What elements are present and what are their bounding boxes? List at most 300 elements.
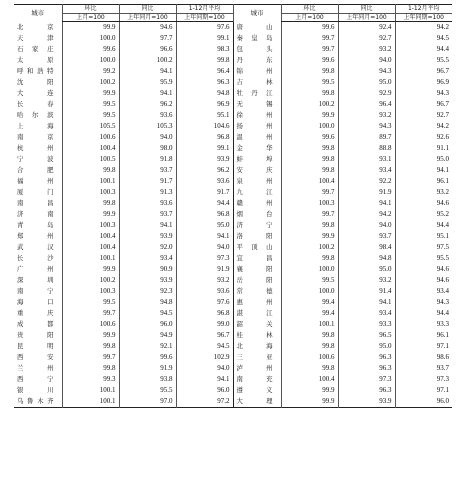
- right-mom-value: 100.2: [281, 99, 338, 110]
- right-city-name: 唐山: [233, 22, 281, 34]
- left-yoy-value: 95.9: [119, 77, 176, 88]
- right-avg-value: 96.1: [395, 176, 452, 187]
- left-yoy-value: 94.9: [119, 330, 176, 341]
- left-avg-value: 96.7: [176, 330, 233, 341]
- right-mom-value: 99.9: [281, 110, 338, 121]
- left-avg-value: 94.4: [176, 198, 233, 209]
- right-mom-value: 99.9: [281, 231, 338, 242]
- left-yoy-value: 96.6: [119, 44, 176, 55]
- right-avg-value: 96.1: [395, 330, 452, 341]
- left-mom-value: 99.3: [62, 374, 119, 385]
- header-base-avg-left: 上年同期=100: [176, 13, 233, 22]
- right-mom-value: 100.4: [281, 374, 338, 385]
- left-mom-value: 99.5: [62, 99, 119, 110]
- left-mom-value: 99.8: [62, 341, 119, 352]
- left-mom-value: 99.5: [62, 110, 119, 121]
- left-city-name: 成都: [17, 320, 54, 328]
- table-row: [14, 308, 452, 319]
- right-avg-value: 94.4: [395, 308, 452, 319]
- right-city-name: 北海: [233, 341, 281, 352]
- left-avg-value: 96.8: [176, 308, 233, 319]
- left-city-name: 青岛: [17, 221, 54, 229]
- right-yoy-value: 93.3: [338, 319, 395, 330]
- left-avg-value: 97.2: [176, 396, 233, 408]
- right-mom-value: 99.8: [281, 88, 338, 99]
- left-mom-value: 99.9: [62, 88, 119, 99]
- right-city-name: 牡丹江: [233, 88, 281, 99]
- header-yoy-right: 同比: [338, 5, 395, 14]
- right-avg-value: 97.3: [395, 374, 452, 385]
- table-row: [14, 99, 452, 110]
- table-row: [14, 363, 452, 374]
- left-city-name: 广州: [17, 265, 54, 273]
- left-yoy-value: 92.0: [119, 242, 176, 253]
- right-mom-value: 99.5: [281, 77, 338, 88]
- left-mom-value: 100.2: [62, 77, 119, 88]
- right-avg-value: 96.9: [395, 77, 452, 88]
- header-base-yoy-right: 上年同月=100: [338, 13, 395, 22]
- left-yoy-value: 93.7: [119, 209, 176, 220]
- left-yoy-value: 98.0: [119, 143, 176, 154]
- left-avg-value: 93.9: [176, 154, 233, 165]
- price-index-table: [14, 4, 452, 408]
- left-mom-value: 99.6: [62, 44, 119, 55]
- left-city-name: 大连: [17, 89, 54, 97]
- right-avg-value: 92.7: [395, 110, 452, 121]
- right-city-name: 平顶山: [233, 242, 281, 253]
- left-avg-value: 96.8: [176, 132, 233, 143]
- left-mom-value: 100.1: [62, 176, 119, 187]
- right-yoy-value: 92.9: [338, 88, 395, 99]
- left-avg-value: 93.6: [176, 286, 233, 297]
- left-mom-value: 100.1: [62, 396, 119, 408]
- left-city-name: 太原: [17, 56, 54, 64]
- left-avg-value: 96.9: [176, 99, 233, 110]
- left-yoy-value: 93.7: [119, 165, 176, 176]
- left-mom-value: 99.7: [62, 308, 119, 319]
- right-mom-value: 99.9: [281, 385, 338, 396]
- right-mom-value: 99.6: [281, 22, 338, 34]
- left-yoy-value: 94.6: [119, 22, 176, 34]
- right-avg-value: 95.1: [395, 231, 452, 242]
- left-yoy-value: 93.6: [119, 110, 176, 121]
- left-avg-value: 94.8: [176, 88, 233, 99]
- right-mom-value: 99.9: [281, 396, 338, 408]
- right-avg-value: 94.6: [395, 264, 452, 275]
- left-avg-value: 95.1: [176, 110, 233, 121]
- right-avg-value: 92.6: [395, 132, 452, 143]
- table-row: [14, 209, 452, 220]
- table-row: [14, 88, 452, 99]
- right-avg-value: 91.1: [395, 143, 452, 154]
- right-yoy-value: 93.2: [338, 275, 395, 286]
- left-yoy-value: 99.6: [119, 352, 176, 363]
- right-yoy-value: 93.9: [338, 396, 395, 408]
- left-mom-value: 100.1: [62, 385, 119, 396]
- left-city-name: 合肥: [17, 166, 54, 174]
- left-yoy-value: 90.9: [119, 264, 176, 275]
- table-row: [14, 132, 452, 143]
- left-mom-value: 100.3: [62, 220, 119, 231]
- right-city-name: 惠州: [233, 297, 281, 308]
- price-index-table-document: [14, 4, 449, 408]
- left-mom-value: 99.9: [62, 330, 119, 341]
- left-yoy-value: 93.4: [119, 253, 176, 264]
- right-avg-value: 98.6: [395, 352, 452, 363]
- header-avg-left: 1-12月平均: [176, 5, 233, 14]
- right-avg-value: 96.0: [395, 396, 452, 408]
- left-avg-value: 91.7: [176, 187, 233, 198]
- left-yoy-value: 96.2: [119, 99, 176, 110]
- right-yoy-value: 93.2: [338, 110, 395, 121]
- left-yoy-value: 93.9: [119, 231, 176, 242]
- left-city-name: 武汉: [17, 243, 54, 251]
- left-city-name: 长春: [17, 100, 54, 108]
- left-avg-value: 91.9: [176, 264, 233, 275]
- left-yoy-value: 100.2: [119, 55, 176, 66]
- left-mom-value: 100.2: [62, 275, 119, 286]
- left-avg-value: 96.3: [176, 77, 233, 88]
- left-yoy-value: 94.5: [119, 308, 176, 319]
- right-mom-value: 99.6: [281, 132, 338, 143]
- left-yoy-value: 97.0: [119, 396, 176, 408]
- left-city-name: 南京: [17, 133, 54, 141]
- left-yoy-value: 96.0: [119, 319, 176, 330]
- left-yoy-value: 105.3: [119, 121, 176, 132]
- table-row: [14, 121, 452, 132]
- right-yoy-value: 89.7: [338, 132, 395, 143]
- left-yoy-value: 92.3: [119, 286, 176, 297]
- left-city-name: 深圳: [17, 276, 54, 284]
- left-city-name: 昆明: [17, 342, 54, 350]
- left-mom-value: 99.9: [62, 209, 119, 220]
- right-city-name: 安庆: [233, 165, 281, 176]
- right-avg-value: 94.6: [395, 275, 452, 286]
- left-city-name: 兰州: [17, 364, 54, 372]
- right-mom-value: 99.8: [281, 330, 338, 341]
- left-mom-value: 99.8: [62, 198, 119, 209]
- right-mom-value: 100.0: [281, 264, 338, 275]
- right-avg-value: 93.2: [395, 187, 452, 198]
- right-city-name: 温州: [233, 132, 281, 143]
- right-avg-value: 96.7: [395, 66, 452, 77]
- table-row: [14, 253, 452, 264]
- right-avg-value: 97.1: [395, 341, 452, 352]
- right-yoy-value: 93.4: [338, 165, 395, 176]
- table-row: [14, 66, 452, 77]
- right-avg-value: 95.5: [395, 253, 452, 264]
- left-avg-value: 96.0: [176, 385, 233, 396]
- left-mom-value: 99.2: [62, 66, 119, 77]
- left-yoy-value: 91.8: [119, 154, 176, 165]
- right-city-name: 无锡: [233, 99, 281, 110]
- left-avg-value: 94.0: [176, 242, 233, 253]
- right-city-name: 吉林: [233, 77, 281, 88]
- table-row: [14, 77, 452, 88]
- left-city-name: 乌鲁木齐: [17, 397, 54, 405]
- table-row: [14, 187, 452, 198]
- table-row: [14, 385, 452, 396]
- right-yoy-value: 92.2: [338, 176, 395, 187]
- left-mom-value: 100.0: [62, 33, 119, 44]
- left-city-name: 济南: [17, 210, 54, 218]
- table-row: [14, 275, 452, 286]
- left-avg-value: 104.6: [176, 121, 233, 132]
- right-yoy-value: 91.4: [338, 286, 395, 297]
- left-mom-value: 99.5: [62, 297, 119, 308]
- table-row: [14, 330, 452, 341]
- right-yoy-value: 96.3: [338, 352, 395, 363]
- right-yoy-value: 96.3: [338, 385, 395, 396]
- left-city-name: 沈阳: [17, 78, 54, 86]
- right-yoy-value: 88.8: [338, 143, 395, 154]
- right-city-name: 岳阳: [233, 275, 281, 286]
- header-base-mom-right: 上月=100: [281, 13, 338, 22]
- right-avg-value: 95.2: [395, 209, 452, 220]
- right-mom-value: 99.6: [281, 55, 338, 66]
- header-mom-right: 环比: [281, 5, 338, 14]
- right-city-name: 三亚: [233, 352, 281, 363]
- left-avg-value: 94.1: [176, 374, 233, 385]
- table-body: [14, 22, 452, 408]
- right-yoy-value: 94.3: [338, 66, 395, 77]
- right-yoy-value: 96.3: [338, 363, 395, 374]
- right-yoy-value: 93.4: [338, 308, 395, 319]
- table-row: [14, 55, 452, 66]
- right-mom-value: 99.8: [281, 154, 338, 165]
- right-avg-value: 93.7: [395, 363, 452, 374]
- left-city-name: 海口: [17, 298, 54, 306]
- right-yoy-value: 96.4: [338, 99, 395, 110]
- left-city-name: 杭州: [17, 144, 54, 152]
- left-city-name: 重庆: [17, 309, 54, 317]
- table-row: [14, 352, 452, 363]
- left-mom-value: 100.6: [62, 132, 119, 143]
- left-mom-value: 105.5: [62, 121, 119, 132]
- right-avg-value: 94.6: [395, 198, 452, 209]
- right-city-name: 金华: [233, 143, 281, 154]
- left-avg-value: 99.8: [176, 55, 233, 66]
- left-city-name: 西宁: [17, 375, 54, 383]
- right-yoy-value: 94.8: [338, 253, 395, 264]
- right-yoy-value: 95.0: [338, 264, 395, 275]
- header-city-right: 城市: [233, 5, 281, 22]
- header-avg-right: 1-12月平均: [395, 5, 452, 14]
- left-avg-value: 96.2: [176, 165, 233, 176]
- right-avg-value: 97.5: [395, 242, 452, 253]
- left-yoy-value: 94.1: [119, 220, 176, 231]
- left-city-name: 福州: [17, 177, 54, 185]
- table-row: [14, 319, 452, 330]
- header-row-top: [14, 5, 452, 14]
- left-yoy-value: 91.3: [119, 187, 176, 198]
- right-mom-value: 100.0: [281, 121, 338, 132]
- right-yoy-value: 93.2: [338, 44, 395, 55]
- table-row: [14, 374, 452, 385]
- left-mom-value: 100.5: [62, 154, 119, 165]
- right-mom-value: 100.0: [281, 286, 338, 297]
- left-city-name: 厦门: [17, 188, 54, 196]
- table-row: [14, 297, 452, 308]
- right-city-name: 宜昌: [233, 253, 281, 264]
- left-avg-value: 96.4: [176, 66, 233, 77]
- right-avg-value: 96.7: [395, 99, 452, 110]
- right-avg-value: 95.5: [395, 55, 452, 66]
- right-mom-value: 99.4: [281, 297, 338, 308]
- left-mom-value: 99.7: [62, 352, 119, 363]
- left-city-name: 南宁: [17, 287, 54, 295]
- left-avg-value: 93.6: [176, 176, 233, 187]
- right-yoy-value: 94.1: [338, 198, 395, 209]
- right-mom-value: 99.8: [281, 165, 338, 176]
- left-city-name: 长沙: [17, 254, 54, 262]
- right-avg-value: 94.5: [395, 33, 452, 44]
- left-avg-value: 98.3: [176, 44, 233, 55]
- right-avg-value: 95.0: [395, 154, 452, 165]
- right-city-name: 洛阳: [233, 231, 281, 242]
- left-mom-value: 100.1: [62, 253, 119, 264]
- right-yoy-value: 93.7: [338, 231, 395, 242]
- right-city-name: 常德: [233, 286, 281, 297]
- table-row: [14, 231, 452, 242]
- right-city-name: 遵义: [233, 385, 281, 396]
- right-mom-value: 99.7: [281, 209, 338, 220]
- left-yoy-value: 95.5: [119, 385, 176, 396]
- left-yoy-value: 93.8: [119, 374, 176, 385]
- header-base-mom-left: 上月=100: [62, 13, 119, 22]
- left-mom-value: 99.9: [62, 22, 119, 34]
- right-yoy-value: 93.1: [338, 154, 395, 165]
- header-yoy-left: 同比: [119, 5, 176, 14]
- right-city-name: 桂林: [233, 330, 281, 341]
- left-mom-value: 100.4: [62, 231, 119, 242]
- right-city-name: 韶关: [233, 319, 281, 330]
- right-mom-value: 99.8: [281, 143, 338, 154]
- right-mom-value: 99.4: [281, 308, 338, 319]
- left-avg-value: 94.0: [176, 363, 233, 374]
- table-row: [14, 165, 452, 176]
- right-mom-value: 99.8: [281, 341, 338, 352]
- left-avg-value: 94.5: [176, 341, 233, 352]
- right-city-name: 大理: [233, 396, 281, 408]
- right-city-name: 扬州: [233, 121, 281, 132]
- right-yoy-value: 95.0: [338, 77, 395, 88]
- left-city-name: 石家庄: [17, 45, 54, 53]
- table-row: [14, 176, 452, 187]
- right-mom-value: 99.7: [281, 187, 338, 198]
- right-mom-value: 99.8: [281, 220, 338, 231]
- table-row: [14, 220, 452, 231]
- right-yoy-value: 94.0: [338, 55, 395, 66]
- right-avg-value: 94.2: [395, 22, 452, 34]
- right-yoy-value: 94.2: [338, 209, 395, 220]
- right-city-name: 锦州: [233, 66, 281, 77]
- right-avg-value: 93.3: [395, 319, 452, 330]
- left-yoy-value: 93.6: [119, 198, 176, 209]
- table-row: [14, 22, 452, 34]
- right-avg-value: 94.2: [395, 121, 452, 132]
- table-row: [14, 33, 452, 44]
- right-yoy-value: 92.7: [338, 33, 395, 44]
- header-base-avg-right: 上年同期=100: [395, 13, 452, 22]
- right-yoy-value: 92.4: [338, 22, 395, 34]
- header-base-yoy-left: 上年同月=100: [119, 13, 176, 22]
- right-city-name: 烟台: [233, 209, 281, 220]
- table-row: [14, 264, 452, 275]
- right-city-name: 泉州: [233, 176, 281, 187]
- right-mom-value: 99.8: [281, 66, 338, 77]
- right-yoy-value: 97.3: [338, 374, 395, 385]
- left-mom-value: 99.8: [62, 363, 119, 374]
- left-city-name: 宁波: [17, 155, 54, 163]
- left-city-name: 哈尔滨: [17, 111, 54, 119]
- left-mom-value: 99.9: [62, 264, 119, 275]
- table-row: [14, 286, 452, 297]
- right-mom-value: 99.7: [281, 33, 338, 44]
- right-avg-value: 94.4: [395, 44, 452, 55]
- left-city-name: 呼和浩特: [17, 67, 54, 75]
- left-city-name: 西安: [17, 353, 54, 361]
- left-city-name: 银川: [17, 386, 54, 394]
- left-yoy-value: 92.1: [119, 341, 176, 352]
- left-city-name: 北京: [17, 22, 54, 31]
- left-avg-value: 97.6: [176, 297, 233, 308]
- right-yoy-value: 95.0: [338, 341, 395, 352]
- right-mom-value: 100.4: [281, 176, 338, 187]
- left-yoy-value: 94.0: [119, 132, 176, 143]
- right-city-name: 南充: [233, 374, 281, 385]
- right-yoy-value: 96.5: [338, 330, 395, 341]
- left-avg-value: 95.0: [176, 220, 233, 231]
- right-city-name: 蚌埠: [233, 154, 281, 165]
- table-row: [14, 242, 452, 253]
- table-row: [14, 154, 452, 165]
- left-city-name: 天津: [17, 34, 54, 42]
- left-mom-value: 100.3: [62, 187, 119, 198]
- header-city-left: 城市: [31, 8, 45, 17]
- right-city-name: 九江: [233, 187, 281, 198]
- left-city-name: 南昌: [17, 199, 54, 207]
- right-mom-value: 99.7: [281, 44, 338, 55]
- right-mom-value: 100.1: [281, 319, 338, 330]
- table-row: [14, 198, 452, 209]
- left-mom-value: 100.4: [62, 143, 119, 154]
- left-avg-value: 99.0: [176, 319, 233, 330]
- right-city-name: 泸州: [233, 363, 281, 374]
- right-mom-value: 99.5: [281, 275, 338, 286]
- left-avg-value: 97.6: [176, 22, 233, 34]
- left-yoy-value: 91.7: [119, 176, 176, 187]
- table-row: [14, 110, 452, 121]
- left-yoy-value: 97.7: [119, 33, 176, 44]
- left-mom-value: 100.0: [62, 55, 119, 66]
- right-avg-value: 93.4: [395, 286, 452, 297]
- right-avg-value: 94.3: [395, 297, 452, 308]
- right-mom-value: 99.8: [281, 253, 338, 264]
- left-mom-value: 99.8: [62, 165, 119, 176]
- left-avg-value: 96.8: [176, 209, 233, 220]
- left-avg-value: 93.2: [176, 275, 233, 286]
- left-mom-value: 100.3: [62, 286, 119, 297]
- right-yoy-value: 98.4: [338, 242, 395, 253]
- left-avg-value: 102.9: [176, 352, 233, 363]
- left-city-name: 贵阳: [17, 331, 54, 339]
- right-city-name: 济宁: [233, 220, 281, 231]
- table-row: [14, 396, 452, 408]
- table-row: [14, 143, 452, 154]
- left-yoy-value: 91.9: [119, 363, 176, 374]
- left-avg-value: 99.1: [176, 33, 233, 44]
